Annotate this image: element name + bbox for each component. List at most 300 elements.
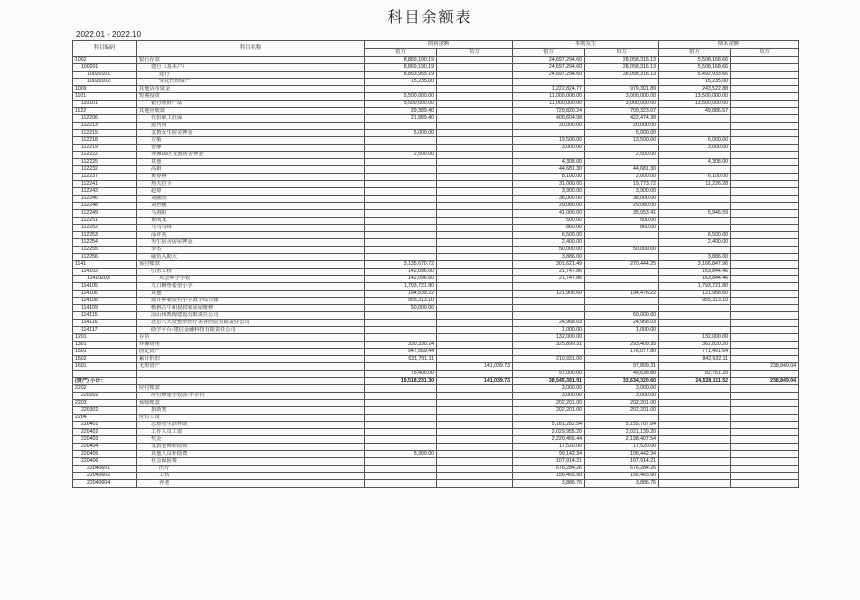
current-credit-cell: 5,155,707.64 xyxy=(585,421,659,428)
table-row xyxy=(73,108,799,115)
current-credit-cell xyxy=(585,414,659,421)
current-credit-cell: 202,201.00 xyxy=(585,407,659,414)
account-code-cell: 110101 xyxy=(73,100,137,107)
opening-credit-cell xyxy=(437,385,513,392)
opening-debit-cell: 5,500,000.00 xyxy=(365,100,437,107)
current-credit-cell: 202,201.00 xyxy=(585,399,659,406)
opening-credit-cell xyxy=(437,166,513,173)
account-name-cell: 建行 xyxy=(137,71,365,78)
opening-debit-cell xyxy=(365,399,437,406)
current-debit-cell: 3,000.00 xyxy=(513,392,585,399)
header-closing-debit: 借方 xyxy=(659,49,731,57)
closing-credit-cell xyxy=(731,268,799,275)
opening-debit-cell: 955,313.10 xyxy=(365,297,437,304)
opening-credit-cell xyxy=(437,181,513,188)
current-debit-cell: 57,000.00 xyxy=(513,370,585,377)
closing-debit-cell xyxy=(659,399,731,406)
closing-debit-cell xyxy=(659,217,731,224)
account-code-cell: 112219 xyxy=(73,144,137,151)
header-opening-debit: 借方 xyxy=(365,49,437,57)
current-debit-cell xyxy=(513,151,585,158)
account-code-cell: (资产) 小计： xyxy=(73,378,137,385)
closing-debit-cell: 15,235.00 xyxy=(659,78,731,85)
opening-debit-cell xyxy=(365,202,437,209)
closing-debit-cell: 163,844.46 xyxy=(659,275,731,282)
table-row xyxy=(73,290,799,297)
table-row xyxy=(73,173,799,180)
current-credit-cell: 17,520.00 xyxy=(585,443,659,450)
table-row xyxy=(73,181,799,188)
opening-debit-cell xyxy=(365,421,437,428)
closing-credit-cell xyxy=(731,407,799,414)
opening-credit-cell xyxy=(437,290,513,297)
closing-credit-cell xyxy=(731,93,799,100)
closing-credit-cell xyxy=(731,78,799,85)
closing-debit-cell: 82,761.20 xyxy=(659,370,731,377)
closing-debit-cell xyxy=(659,451,731,458)
table-row xyxy=(73,71,799,78)
current-credit-cell: 49,638.80 xyxy=(585,370,659,377)
opening-credit-cell xyxy=(437,370,513,377)
closing-debit-cell: 24,528,111.52 xyxy=(659,378,731,385)
closing-credit-cell xyxy=(731,421,799,428)
current-credit-cell: 3,886.76 xyxy=(585,480,659,487)
current-credit-cell xyxy=(585,268,659,275)
account-name-cell: 志愿者生活补助 xyxy=(137,421,365,428)
opening-debit-cell: 947,569.44 xyxy=(365,348,437,355)
closing-credit-cell xyxy=(731,254,799,261)
current-debit-cell: 24,697,294.60 xyxy=(513,64,585,71)
current-debit-cell: 500.00 xyxy=(513,217,585,224)
account-code-cell: 112206 xyxy=(73,115,137,122)
account-name-cell: 受托代理资产 xyxy=(137,78,365,85)
opening-credit-cell xyxy=(437,159,513,166)
table-row xyxy=(73,268,799,275)
opening-credit-cell xyxy=(437,217,513,224)
opening-debit-cell: 8,869,190.19 xyxy=(365,57,437,64)
opening-credit-cell xyxy=(437,305,513,312)
closing-credit-cell xyxy=(731,261,799,268)
opening-debit-cell xyxy=(365,429,437,436)
opening-credit-cell xyxy=(437,86,513,93)
current-credit-cell: 3,000,000.00 xyxy=(585,100,659,107)
opening-debit-cell: 3,135,670.72 xyxy=(365,261,437,268)
current-credit-cell xyxy=(585,275,659,282)
current-credit-cell xyxy=(585,283,659,290)
closing-credit-cell xyxy=(731,480,799,487)
opening-debit-cell: 1,793,721.80 xyxy=(365,283,437,290)
current-credit-cell xyxy=(585,239,659,246)
current-credit-cell: 3,000.00 xyxy=(585,385,659,392)
opening-debit-cell xyxy=(365,232,437,239)
closing-credit-cell xyxy=(731,166,799,173)
closing-debit-cell xyxy=(659,414,731,421)
opening-credit-cell xyxy=(437,326,513,333)
closing-credit-cell xyxy=(731,305,799,312)
account-code-cell: 220406 xyxy=(73,458,137,465)
account-name-cell: 马海阳 xyxy=(137,210,365,217)
current-debit-cell: 860.00 xyxy=(513,224,585,231)
table-row xyxy=(73,392,799,399)
closing-credit-cell xyxy=(731,239,799,246)
closing-credit-cell xyxy=(731,297,799,304)
opening-debit-cell xyxy=(365,188,437,195)
opening-debit-cell xyxy=(365,239,437,246)
account-name-cell: 支教老师补助费 xyxy=(137,443,365,450)
table-row xyxy=(73,356,799,363)
opening-credit-cell xyxy=(437,356,513,363)
closing-debit-cell xyxy=(659,246,731,253)
opening-debit-cell xyxy=(365,254,437,261)
table-row xyxy=(73,443,799,450)
account-code-cell: 1501 xyxy=(73,348,137,355)
account-code-cell: 2203 xyxy=(73,399,137,406)
closing-debit-cell: 3,886.00 xyxy=(659,254,731,261)
table-row xyxy=(73,239,799,246)
account-code-cell: 1002 xyxy=(73,57,137,64)
opening-debit-cell xyxy=(365,173,437,180)
current-credit-cell: 5,000.00 xyxy=(585,129,659,136)
opening-debit-cell xyxy=(365,86,437,93)
current-credit-cell: 28,058,316.13 xyxy=(585,57,659,64)
current-debit-cell: 2,220,466.44 xyxy=(513,436,585,443)
header-name: 科目名称 xyxy=(137,41,365,57)
closing-credit-cell xyxy=(731,436,799,443)
closing-debit-cell: 132,000.00 xyxy=(659,334,731,341)
current-debit-cell xyxy=(513,414,585,421)
account-code-cell: 220402 xyxy=(73,429,137,436)
current-credit-cell xyxy=(585,144,659,151)
account-code-cell: 220202 xyxy=(73,392,137,399)
current-debit-cell: 24,697,294.60 xyxy=(513,57,585,64)
closing-debit-cell xyxy=(659,188,731,195)
current-debit-cell: 31,000.00 xyxy=(513,181,585,188)
account-code-cell: 112222 xyxy=(73,151,137,158)
opening-debit-cell xyxy=(365,414,437,421)
account-name-cell: 涂祥英 xyxy=(137,232,365,239)
current-debit-cell xyxy=(513,305,585,312)
closing-debit-cell: 3,166,847.96 xyxy=(659,261,731,268)
table-row xyxy=(73,93,799,100)
closing-debit-cell xyxy=(659,166,731,173)
opening-credit-cell xyxy=(437,195,513,202)
account-name-cell: 刘世鹏 xyxy=(137,202,365,209)
current-debit-cell: 4,308.00 xyxy=(513,159,585,166)
account-code-cell: 220405 xyxy=(73,451,137,458)
table-row xyxy=(73,100,799,107)
opening-debit-cell: 142,096.60 xyxy=(365,275,437,282)
closing-debit-cell: 3,000.00 xyxy=(659,144,731,151)
account-code-cell: 1301 xyxy=(73,341,137,348)
header-code: 科目编码 xyxy=(73,41,137,57)
account-name-cell: 贝会乡小学校 xyxy=(137,275,365,282)
closing-credit-cell xyxy=(731,443,799,450)
current-debit-cell: 24,697,294.60 xyxy=(513,71,585,78)
account-code-cell: 112213 xyxy=(73,122,137,129)
table-row xyxy=(73,202,799,209)
opening-credit-cell xyxy=(437,283,513,290)
table-row xyxy=(73,129,799,136)
account-name-cell xyxy=(137,378,365,385)
closing-debit-cell: 955,313.10 xyxy=(659,297,731,304)
opening-credit-cell xyxy=(437,122,513,129)
table-row xyxy=(73,458,799,465)
opening-credit-cell xyxy=(437,443,513,450)
closing-debit-cell xyxy=(659,319,731,326)
opening-credit-cell xyxy=(437,100,513,107)
opening-credit-cell xyxy=(437,202,513,209)
closing-credit-cell xyxy=(731,86,799,93)
current-debit-cell: 202,201.00 xyxy=(513,407,585,414)
closing-credit-cell xyxy=(731,159,799,166)
closing-credit-cell xyxy=(731,312,799,319)
current-debit-cell: 3,886.76 xyxy=(513,480,585,487)
opening-credit-cell xyxy=(437,429,513,436)
current-debit-cell: 21,747.86 xyxy=(513,268,585,275)
account-code-cell: 1101 xyxy=(73,93,137,100)
opening-debit-cell: 15,235.00 xyxy=(365,78,437,85)
closing-credit-cell xyxy=(731,472,799,479)
closing-debit-cell: 243,522.88 xyxy=(659,86,731,93)
closing-credit-cell xyxy=(731,348,799,355)
account-code-cell: 22040601 xyxy=(73,465,137,472)
closing-debit-cell: 11,226.28 xyxy=(659,181,731,188)
current-debit-cell: 5,181,282.54 xyxy=(513,421,585,428)
opening-credit-cell xyxy=(437,458,513,465)
opening-debit-cell: 21,889.40 xyxy=(365,115,437,122)
opening-debit-cell xyxy=(365,392,437,399)
opening-debit-cell xyxy=(365,312,437,319)
opening-credit-cell xyxy=(437,210,513,217)
closing-credit-cell xyxy=(731,210,799,217)
opening-credit-cell xyxy=(437,392,513,399)
current-debit-cell: 8,100.00 xyxy=(513,173,585,180)
current-debit-cell: 24,968.03 xyxy=(513,319,585,326)
current-debit-cell: 29,080.00 xyxy=(513,202,585,209)
current-debit-cell: 41,000.00 xyxy=(513,210,585,217)
opening-debit-cell xyxy=(365,195,437,202)
account-name-cell: 工伤 xyxy=(137,472,365,479)
current-debit-cell xyxy=(513,297,585,304)
closing-credit-cell xyxy=(731,188,799,195)
account-name-cell: 短期投资 xyxy=(137,93,365,100)
account-code-cell: 220401 xyxy=(73,421,137,428)
table-row xyxy=(73,144,799,151)
table-row xyxy=(73,254,799,261)
closing-debit-cell xyxy=(659,202,731,209)
current-credit-cell: 709,323.07 xyxy=(585,108,659,115)
closing-debit-cell: 842,632.11 xyxy=(659,356,731,363)
current-debit-cell: 1,000.00 xyxy=(513,326,585,333)
closing-credit-cell xyxy=(731,64,799,71)
account-code-cell: 2204 xyxy=(73,414,137,421)
opening-credit-cell xyxy=(437,319,513,326)
header-opening: 期初余额 xyxy=(365,41,513,49)
current-debit-cell: 107,914.21 xyxy=(513,458,585,465)
account-name-cell xyxy=(137,370,365,377)
opening-credit-cell xyxy=(437,57,513,64)
closing-credit-cell xyxy=(731,429,799,436)
current-credit-cell: 860.00 xyxy=(585,224,659,231)
closing-credit-cell xyxy=(731,341,799,348)
account-name-cell: 其他 xyxy=(137,290,365,297)
table-row xyxy=(73,399,799,406)
current-debit-cell: 3,000.00 xyxy=(513,385,585,392)
account-name-cell: 引水工程 xyxy=(137,268,365,275)
current-credit-cell: 3,000,000.00 xyxy=(585,93,659,100)
opening-debit-cell xyxy=(365,465,437,472)
opening-credit-cell xyxy=(437,188,513,195)
account-code-cell: 1122 xyxy=(73,108,137,115)
current-credit-cell: 28,058,316.13 xyxy=(585,71,659,78)
account-name-cell: 捐助类 xyxy=(137,407,365,414)
current-debit-cell: 99,142.34 xyxy=(513,451,585,458)
account-name-cell: 黄春燕 xyxy=(137,173,365,180)
account-name-cell: 养老 xyxy=(137,480,365,487)
current-credit-cell: 107,914.21 xyxy=(585,458,659,465)
table-row xyxy=(73,210,799,217)
closing-debit-cell: 6,000.00 xyxy=(659,137,731,144)
opening-credit-cell xyxy=(437,480,513,487)
opening-credit-cell xyxy=(437,261,513,268)
balance-table xyxy=(72,40,799,488)
table-row xyxy=(73,363,799,370)
opening-credit-cell xyxy=(437,312,513,319)
current-credit-cell: 2,000.00 xyxy=(585,173,659,180)
current-credit-cell: 20,000.00 xyxy=(585,122,659,129)
current-credit-cell xyxy=(585,254,659,261)
closing-credit-cell xyxy=(731,224,799,231)
opening-debit-cell: 5,300.00 xyxy=(365,451,437,458)
account-code-cell: 112241 xyxy=(73,181,137,188)
current-debit-cell: 301,621.49 xyxy=(513,261,585,268)
current-debit-cell: 50,000.00 xyxy=(513,246,585,253)
closing-credit-cell xyxy=(731,334,799,341)
account-code-cell: 112215 xyxy=(73,129,137,136)
account-name-cell: 刘懿然 xyxy=(137,195,365,202)
opening-credit-cell xyxy=(437,254,513,261)
account-name-cell: 工作人员工资 xyxy=(137,429,365,436)
account-name-cell: 银行存款 xyxy=(137,57,365,64)
opening-credit-cell xyxy=(437,451,513,458)
opening-credit-cell xyxy=(437,334,513,341)
opening-credit-cell: 141,039.73 xyxy=(437,378,513,385)
table-row xyxy=(73,305,799,312)
account-code-cell: 10020101 xyxy=(73,71,137,78)
closing-debit-cell xyxy=(659,407,731,414)
opening-credit-cell xyxy=(437,129,513,136)
account-code-cell: 220403 xyxy=(73,436,137,443)
account-name-cell: 奖金 xyxy=(137,436,365,443)
current-credit-cell xyxy=(585,297,659,304)
account-code-cell: 114106 xyxy=(73,290,137,297)
current-credit-cell xyxy=(585,305,659,312)
account-name-cell: 无形资产 xyxy=(137,363,365,370)
current-credit-cell: 293,409.35 xyxy=(585,341,659,348)
closing-credit-cell xyxy=(731,202,799,209)
table-row xyxy=(73,232,799,239)
account-name-cell: 外滩16区支教宿舍押金 xyxy=(137,151,365,158)
closing-debit-cell xyxy=(659,326,731,333)
opening-credit-cell xyxy=(437,137,513,144)
current-debit-cell: 132,000.00 xyxy=(513,334,585,341)
current-credit-cell: 24,968.03 xyxy=(585,319,659,326)
opening-debit-cell xyxy=(365,144,437,151)
opening-debit-cell: 631,701.11 xyxy=(365,356,437,363)
opening-debit-cell xyxy=(365,319,437,326)
account-name-cell: 九口柳垫希望小学 xyxy=(137,283,365,290)
current-debit-cell: 6,500.00 xyxy=(513,232,585,239)
table-row xyxy=(73,407,799,414)
opening-credit-cell xyxy=(437,71,513,78)
current-credit-cell: 19,773.72 xyxy=(585,181,659,188)
opening-debit-cell xyxy=(365,472,437,479)
current-debit-cell: 676,284.26 xyxy=(513,465,585,472)
closing-credit-cell xyxy=(731,370,799,377)
opening-debit-cell: 50,000.00 xyxy=(365,305,437,312)
account-name-cell: 威负入助大 xyxy=(137,254,365,261)
ledger-body xyxy=(73,57,799,488)
account-name-cell: 北京八大处整形医疗美容医院有限责任公司 xyxy=(137,319,365,326)
closing-debit-cell xyxy=(659,115,731,122)
opening-debit-cell: 194,539.22 xyxy=(365,290,437,297)
opening-debit-cell: 19,518,231.30 xyxy=(365,378,437,385)
table-row xyxy=(73,78,799,85)
current-credit-cell: 97,809.31 xyxy=(585,363,659,370)
current-debit-cell: 156,465.90 xyxy=(513,472,585,479)
table-row xyxy=(73,115,799,122)
closing-credit-cell: 238,849.04 xyxy=(731,363,799,370)
closing-debit-cell: 4,308.00 xyxy=(659,159,731,166)
account-name-cell: 存货 xyxy=(137,334,365,341)
table-row xyxy=(73,261,799,268)
opening-debit-cell: 29,389.40 xyxy=(365,108,437,115)
opening-debit-cell: 8,869,190.19 xyxy=(365,64,437,71)
opening-credit-cell xyxy=(437,297,513,304)
closing-credit-cell xyxy=(731,326,799,333)
opening-credit-cell xyxy=(437,348,513,355)
account-code-cell: 1141 xyxy=(73,261,137,268)
opening-credit-cell xyxy=(437,399,513,406)
opening-debit-cell: 5,000.00 xyxy=(365,129,437,136)
current-credit-cell: 44,681.30 xyxy=(585,166,659,173)
current-credit-cell: 35,053.41 xyxy=(585,210,659,217)
current-credit-cell: 50,000.00 xyxy=(585,312,659,319)
table-row xyxy=(73,326,799,333)
table-row xyxy=(73,195,799,202)
current-debit-cell xyxy=(513,348,585,355)
opening-debit-cell xyxy=(365,363,437,370)
account-name-cell: 方敏 xyxy=(137,137,365,144)
table-row xyxy=(73,151,799,158)
opening-debit-cell: 5,500,000.00 xyxy=(365,93,437,100)
closing-debit-cell xyxy=(659,443,731,450)
opening-debit-cell xyxy=(365,122,437,129)
closing-credit-cell xyxy=(731,232,799,239)
account-code-cell: 112218 xyxy=(73,137,137,144)
opening-debit-cell xyxy=(365,181,437,188)
closing-debit-cell xyxy=(659,392,731,399)
header-current: 本期发生 xyxy=(513,41,659,49)
table-row xyxy=(73,122,799,129)
current-debit-cell: 2,029,955.20 xyxy=(513,429,585,436)
account-name-cell: 预付账款 xyxy=(137,261,365,268)
opening-credit-cell xyxy=(437,465,513,472)
account-name-cell: 李杰 xyxy=(137,246,365,253)
closing-credit-cell xyxy=(731,129,799,136)
account-name-cell: 勒格古牛和叔叔家房屋维修 xyxy=(137,305,365,312)
current-credit-cell xyxy=(585,334,659,341)
